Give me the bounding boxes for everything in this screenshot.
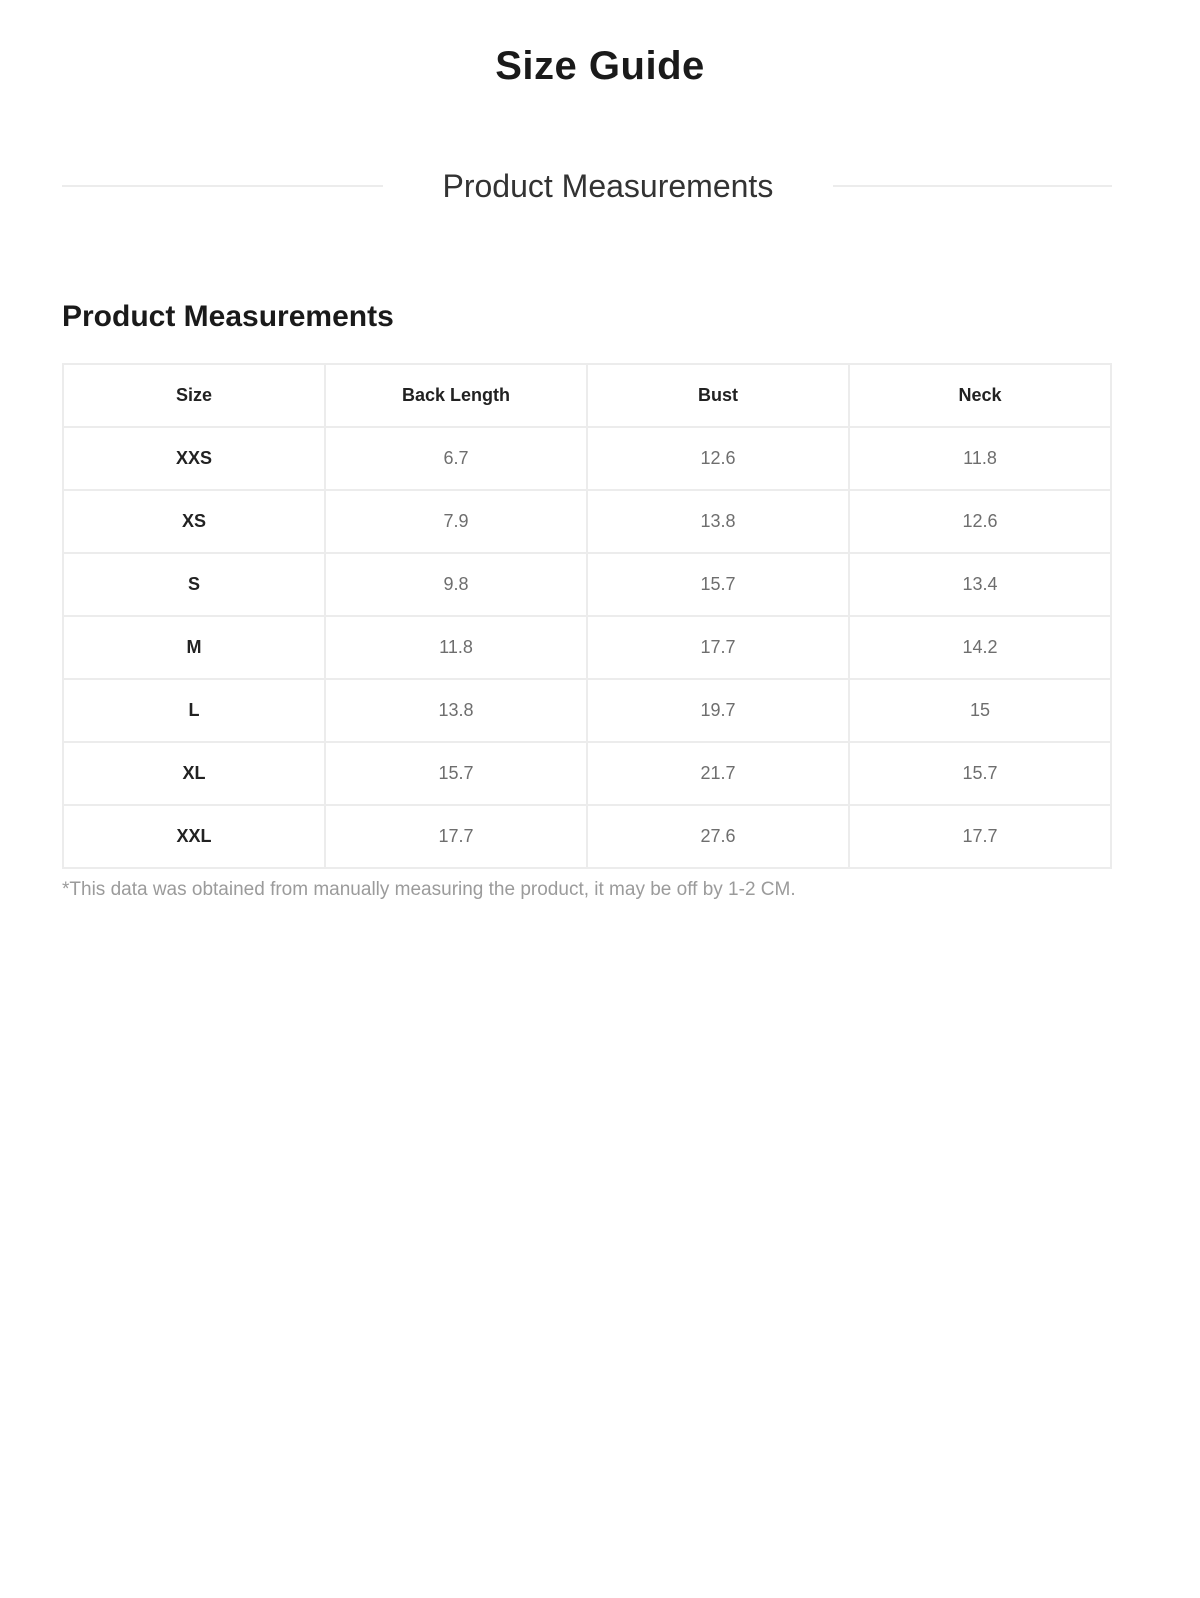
- bust-value: 19.7: [587, 679, 849, 742]
- table-row-xl: [63, 742, 1111, 805]
- size-label: L: [63, 679, 325, 742]
- content-container: [62, 162, 1112, 902]
- table-row-xxs: [63, 427, 1111, 490]
- neck-value: 15: [849, 679, 1111, 742]
- size-guide-tab-bar: [62, 162, 1112, 210]
- measurement-disclaimer: *This data was obtained from manually measuring the product, it may be off by 1-2 CM.: [62, 879, 796, 900]
- tab-divider-line-right: [833, 185, 1112, 187]
- product-measurements-table: [62, 363, 1112, 869]
- size-label: XXL: [63, 805, 325, 868]
- bust-value: 15.7: [587, 553, 849, 616]
- back-length-value: 17.7: [325, 805, 587, 868]
- neck-value: 17.7: [849, 805, 1111, 868]
- table-row-xs: [63, 490, 1111, 553]
- neck-value: 11.8: [849, 427, 1111, 490]
- tab-divider-line-left: [62, 185, 383, 187]
- table-header-row: [63, 364, 1111, 427]
- column-header-bust: Bust: [587, 364, 849, 427]
- size-label: M: [63, 616, 325, 679]
- tab-product-measurements[interactable]: Product Measurements: [442, 168, 774, 204]
- page-title: Size Guide: [495, 44, 705, 88]
- back-length-value: 13.8: [325, 679, 587, 742]
- neck-value: 12.6: [849, 490, 1111, 553]
- neck-value: 14.2: [849, 616, 1111, 679]
- bust-value: 17.7: [587, 616, 849, 679]
- table-row-m: [63, 616, 1111, 679]
- back-length-value: 15.7: [325, 742, 587, 805]
- section-heading-product-measurements: Product Measurements: [62, 300, 394, 333]
- back-length-value: 7.9: [325, 490, 587, 553]
- table-row-xxl: [63, 805, 1111, 868]
- table-body: [63, 427, 1111, 868]
- back-length-value: 6.7: [325, 427, 587, 490]
- bust-value: 21.7: [587, 742, 849, 805]
- table-row-l: [63, 679, 1111, 742]
- neck-value: 13.4: [849, 553, 1111, 616]
- neck-value: 15.7: [849, 742, 1111, 805]
- bust-value: 12.6: [587, 427, 849, 490]
- column-header-size: Size: [63, 364, 325, 427]
- size-label: S: [63, 553, 325, 616]
- back-length-value: 11.8: [325, 616, 587, 679]
- bust-value: 13.8: [587, 490, 849, 553]
- column-header-back-length: Back Length: [325, 364, 587, 427]
- column-header-neck: Neck: [849, 364, 1111, 427]
- size-label: XXS: [63, 427, 325, 490]
- bust-value: 27.6: [587, 805, 849, 868]
- table-header: [63, 364, 1111, 427]
- size-label: XS: [63, 490, 325, 553]
- table-row-s: [63, 553, 1111, 616]
- size-label: XL: [63, 742, 325, 805]
- back-length-value: 9.8: [325, 553, 587, 616]
